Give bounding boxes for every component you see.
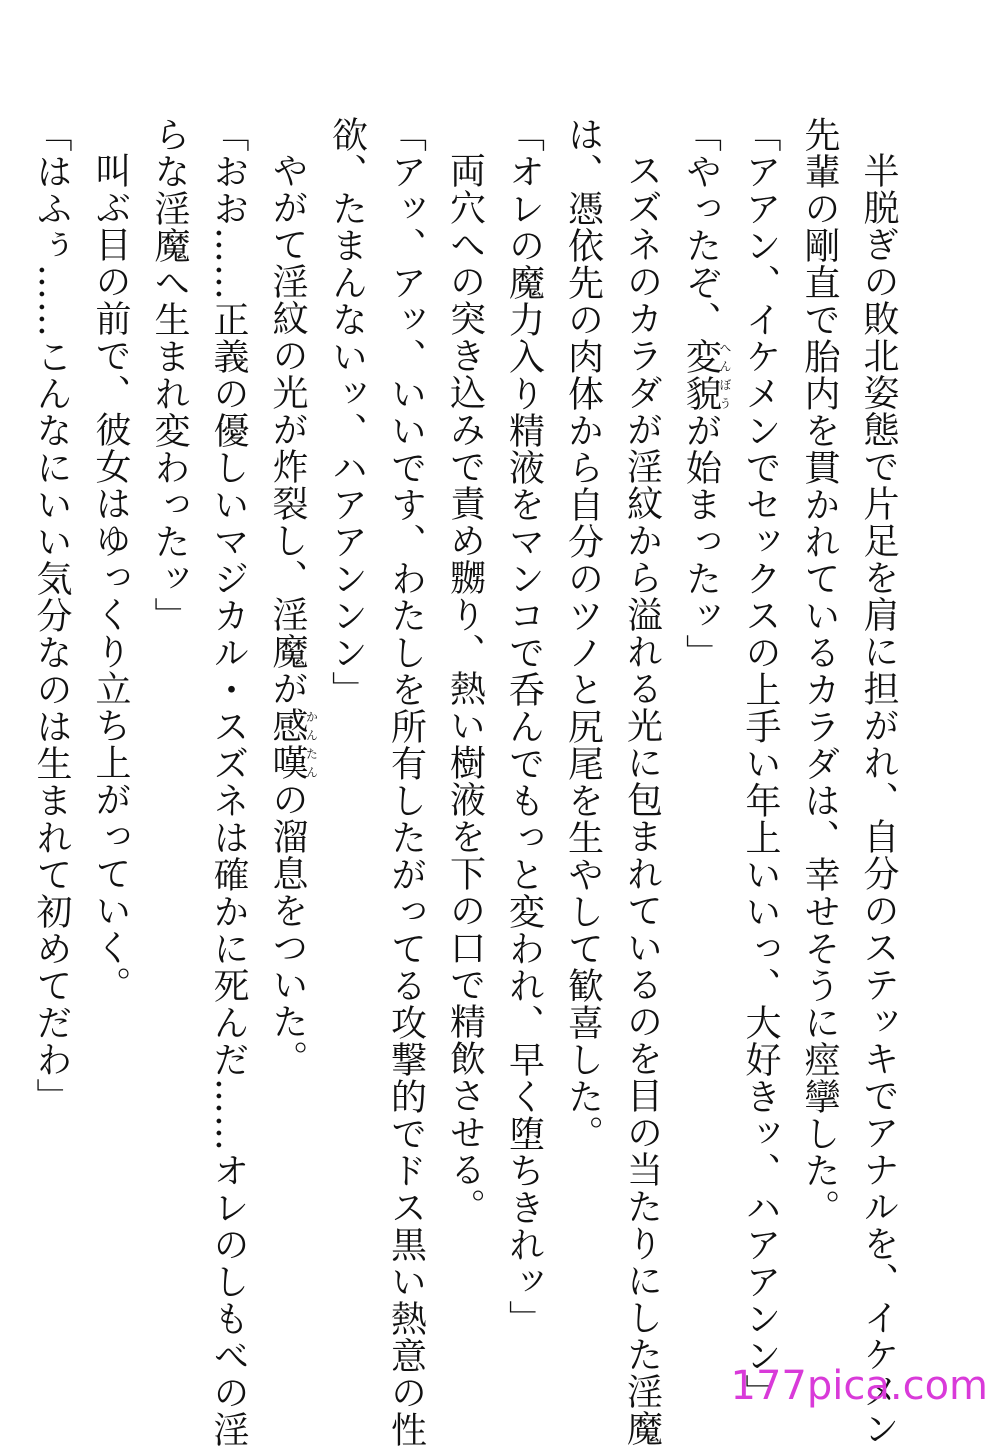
text-line-4-after: が始まったッ」 (680, 412, 722, 671)
text-line-11 (258, 116, 318, 1366)
text-line-14: 叫ぶ目の前で、彼女はゆっくり立ち上がっていく。 (90, 152, 131, 1003)
watermark-text: 177pica.com (730, 1363, 988, 1409)
ruby-text-kantan: かんたん (304, 707, 319, 781)
text-line-10: 欲、たまんないッ、ハアアンンン」 (326, 116, 368, 708)
text-line-13: らな淫魔へ生まれ変わったッ」 (149, 116, 190, 634)
text-line-4-before: 「やったぞ、 (680, 116, 722, 338)
text-line-8: 両穴への突き込みで責め嬲り、熱い樹液を下の口で精飲させる。 (444, 152, 486, 1225)
text-line-7: 「オレの魔力入り精液をマンコで呑んでもっと変われ、早く堕ちきれッ」 (503, 116, 545, 1337)
text-line-3: 「アアン、イケメンでセックスの上手い年上いいっ、大好きッ、ハアアンン」 (740, 116, 781, 1411)
text-line-1: 半脱ぎの敗北姿態で片足を肩に担がれ、自分のステッキでアナルを、イケメン (858, 152, 899, 1447)
ruby-base-henbou: 変貌 (680, 338, 722, 412)
ruby-kantan (267, 707, 319, 781)
text-line-9: 「アッ、アッ、いいです、わたしを所有したがってる攻撃的でドス黒い熱意の性 (385, 116, 427, 1448)
text-line-11-before: やがて淫紋の光が炸裂し、淫魔が (267, 152, 308, 707)
text-line-4 (672, 116, 732, 1366)
text-line-15: 「はふぅ……こんなにいい気分なのは生まれて初めてだわ」 (31, 116, 72, 1115)
ruby-henbou (680, 338, 732, 412)
text-line-2: 先輩の剛直で胎内を貫かれているカラダは、幸せそうに痙攣した。 (799, 116, 840, 1226)
ruby-base-kantan: 感嘆 (267, 707, 308, 781)
text-line-5: スズネのカラダが淫紋から溢れる光に包まれているのを目の当たりにした淫魔 (621, 152, 663, 1447)
ruby-text-henbou: へんぼう (718, 338, 732, 412)
text-line-6: は、憑依先の肉体から自分のツノと尻尾を生やして歓喜した。 (562, 116, 604, 1152)
text-line-12: 「おお……正義の優しいマジカル・スズネは確かに死んだ……オレのしもべの淫 (208, 116, 249, 1448)
text-line-11-after: の溜息をついた。 (267, 781, 308, 1077)
